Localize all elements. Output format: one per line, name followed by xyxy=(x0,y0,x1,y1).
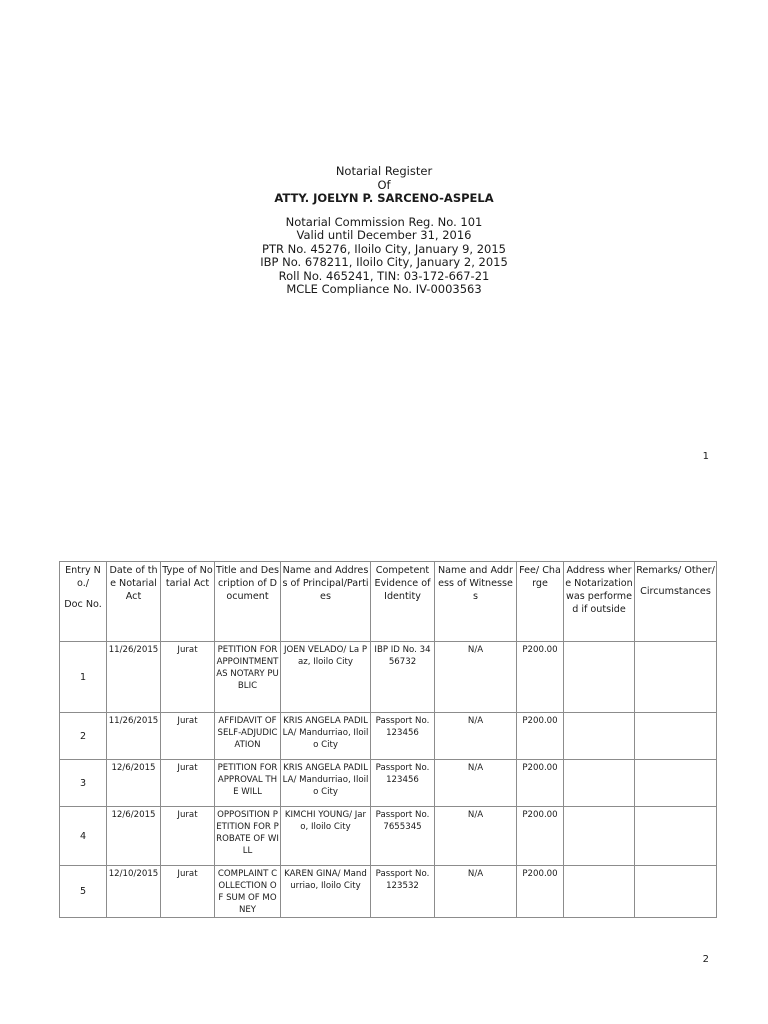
row-remarks xyxy=(635,807,717,866)
row-evidence: Passport No. 123532 xyxy=(371,866,435,918)
row-fee: P200.00 xyxy=(517,713,564,760)
row-entry: 3 xyxy=(60,760,107,807)
register-header xyxy=(0,165,768,297)
row-witnesses: N/A xyxy=(435,642,517,713)
row-name: JOEN VELADO/ La Paz, Iloilo City xyxy=(281,642,371,713)
row-entry: 5 xyxy=(60,866,107,918)
col-type: Type of Notarial Act xyxy=(161,562,215,642)
table-row xyxy=(60,807,717,866)
row-entry: 4 xyxy=(60,807,107,866)
row-date: 12/6/2015 xyxy=(107,807,161,866)
commission-reg: Notarial Commission Reg. No. 101 xyxy=(285,214,483,229)
row-remarks xyxy=(635,713,717,760)
row-name: KIMCHI YOUNG/ Jaro, Iloilo City xyxy=(281,807,371,866)
row-fee: P200.00 xyxy=(517,642,564,713)
table-row xyxy=(60,866,717,918)
row-name: KAREN GINA/ Mandurriao, Iloilo City xyxy=(281,866,371,918)
row-title: PETITION FOR APPROVAL THE WILL xyxy=(215,760,281,807)
row-entry: 2 xyxy=(60,713,107,760)
row-date: 12/10/2015 xyxy=(107,866,161,918)
row-date: 11/26/2015 xyxy=(107,713,161,760)
roll-tin: Roll No. 465241, TIN: 03-172-667-21 xyxy=(278,268,490,283)
col-witnesses: Name and Address of Witnesses xyxy=(435,562,517,642)
row-date: 12/6/2015 xyxy=(107,760,161,807)
row-entry: 1 xyxy=(60,642,107,713)
register-of: Of xyxy=(377,177,391,192)
row-remarks xyxy=(635,760,717,807)
row-address xyxy=(564,866,635,918)
attorney-name: ATTY. JOELYN P. SARCENO-ASPELA xyxy=(274,191,494,205)
row-evidence: IBP ID No. 3456732 xyxy=(371,642,435,713)
table-row xyxy=(60,760,717,807)
row-address xyxy=(564,642,635,713)
row-evidence: Passport No. 123456 xyxy=(371,760,435,807)
col-fee: Fee/ Charge xyxy=(517,562,564,642)
row-fee: P200.00 xyxy=(517,866,564,918)
row-witnesses: N/A xyxy=(435,760,517,807)
row-title: COMPLAINT COLLECTION OF SUM OF MONEY xyxy=(215,866,281,918)
row-evidence: Passport No. 7655345 xyxy=(371,807,435,866)
table-row xyxy=(60,713,717,760)
row-address xyxy=(564,760,635,807)
notarial-register-table xyxy=(59,561,717,918)
col-title: Title and Description of Document xyxy=(215,562,281,642)
mcle-no: MCLE Compliance No. IV-0003563 xyxy=(286,282,482,296)
row-witnesses: N/A xyxy=(435,713,517,760)
row-name: KRIS ANGELA PADILLA/ Mandurriao, Iloilo City xyxy=(281,760,371,807)
row-title: OPPOSITION PETITION FOR PROBATE OF WILL xyxy=(215,807,281,866)
col-entry: Entry No./ Doc No. xyxy=(60,562,107,642)
row-address xyxy=(564,713,635,760)
page-number-1: 1 xyxy=(702,451,709,462)
row-title: AFFIDAVIT OF SELF-ADJUDICATION xyxy=(215,713,281,760)
row-remarks xyxy=(635,642,717,713)
row-type: Jurat xyxy=(161,713,215,760)
row-type: Jurat xyxy=(161,642,215,713)
row-name: KRIS ANGELA PADILLA/ Mandurriao, Iloilo City xyxy=(281,713,371,760)
row-type: Jurat xyxy=(161,807,215,866)
row-address xyxy=(564,807,635,866)
register-title: Notarial Register xyxy=(335,164,433,178)
row-fee: P200.00 xyxy=(517,760,564,807)
row-type: Jurat xyxy=(161,866,215,918)
valid-until: Valid until December 31, 2016 xyxy=(296,228,472,242)
row-witnesses: N/A xyxy=(435,866,517,918)
col-date: Date of the Notarial Act xyxy=(107,562,161,642)
ptr-no: PTR No. 45276, Iloilo City, January 9, 2015 xyxy=(262,241,506,256)
col-remarks: Remarks/ Other/ Circumstances xyxy=(635,562,717,642)
col-evidence: Competent Evidence of Identity xyxy=(371,562,435,642)
col-name: Name and Address of Principal/Parties xyxy=(281,562,371,642)
row-remarks xyxy=(635,866,717,918)
row-date: 11/26/2015 xyxy=(107,642,161,713)
row-type: Jurat xyxy=(161,760,215,807)
row-witnesses: N/A xyxy=(435,807,517,866)
row-fee: P200.00 xyxy=(517,807,564,866)
col-address: Address where Notarization was performed if outside xyxy=(564,562,635,642)
row-title: PETITION FOR APPOINTMENT AS NOTARY PUBLIC xyxy=(215,642,281,713)
table-row xyxy=(60,642,717,713)
page-number-2: 2 xyxy=(702,954,709,965)
ibp-no: IBP No. 678211, Iloilo City, January 2, 2015 xyxy=(260,255,508,269)
row-evidence: Passport No. 123456 xyxy=(371,713,435,760)
